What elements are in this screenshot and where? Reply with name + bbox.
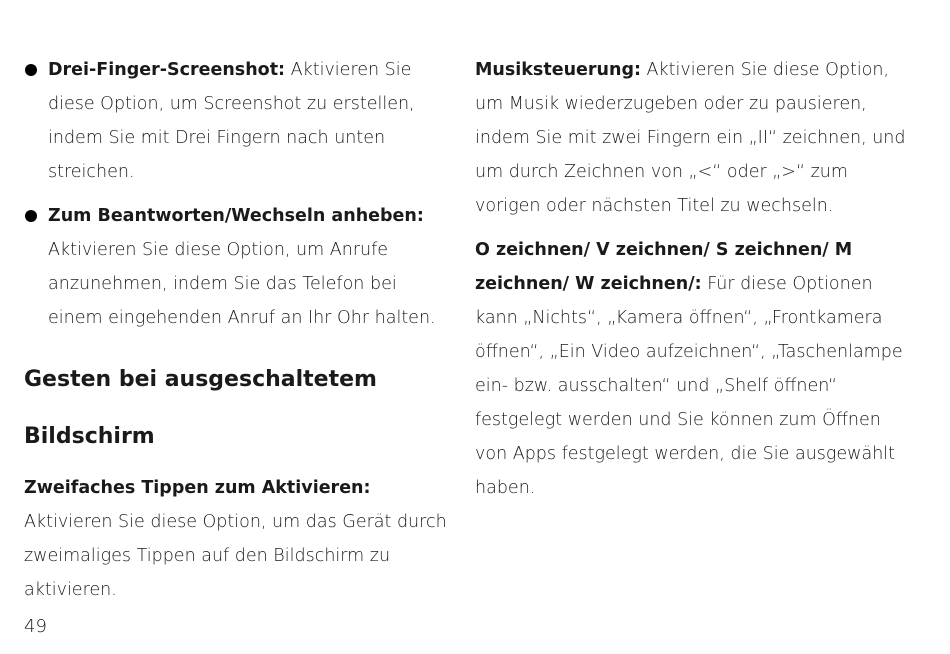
paragraph-label: Musiksteuerung: bbox=[475, 60, 641, 80]
paragraph-draw-gestures bbox=[475, 233, 915, 505]
right-column bbox=[475, 53, 915, 505]
paragraph-body: Für diese Optionen kann „Nichts“, „Kamera öffnen“, „Frontkamera öffnen“, „Ein Video aufzeichnen“, „Taschenlampe ein- bzw. ausschalten“ und „Shelf öffnen“ festgelegt werden und Sie können zum Öffnen von Apps festgelegt werden, die Sie ausgewählt haben. bbox=[475, 274, 903, 498]
bullet-label: Drei-Finger-Screenshot: bbox=[48, 60, 286, 80]
section-heading-line2: Bildschirm bbox=[24, 424, 155, 449]
paragraph-label: O zeichnen/ V zeichnen/ S zeichnen/ M zeichnen/ W zeichnen/: bbox=[475, 240, 853, 294]
bullet-dot-icon bbox=[25, 210, 37, 222]
bullet-body: Aktivieren Sie diese Option, um Screenshot zu erstellen, indem Sie mit Drei Fingern nach unten streichen. bbox=[48, 60, 415, 182]
section-heading-line1: Gesten bei ausgeschaltetem bbox=[24, 367, 377, 392]
bullet-dot-icon bbox=[25, 64, 37, 76]
paragraph-music-control bbox=[475, 53, 915, 223]
bullet-item-raise-to-answer bbox=[24, 199, 456, 335]
paragraph-body: Aktivieren Sie diese Option, um das Gerät durch zweimaliges Tippen auf den Bildschirm zu aktivieren. bbox=[24, 512, 447, 600]
paragraph-body: Aktivieren Sie diese Option, um Musik wiederzugeben oder zu pausieren, indem Sie mit zwei Fingern ein „II“ zeichnen, und um durch Zeichnen von „<“ oder „>“ zum vorigen oder nächsten Titel zu wechseln. bbox=[475, 60, 906, 216]
section-heading-block bbox=[24, 351, 456, 465]
paragraph-label: Zweifaches Tippen zum Aktivieren: bbox=[24, 478, 371, 498]
bullet-paragraph bbox=[48, 53, 456, 189]
bullet-label: Zum Beantworten/Wechseln anheben: bbox=[48, 206, 424, 226]
bullet-paragraph bbox=[48, 199, 456, 335]
paragraph-double-tap bbox=[24, 471, 456, 607]
left-column bbox=[24, 53, 456, 607]
bullet-item-three-finger-screenshot bbox=[24, 53, 456, 189]
page-number: 49 bbox=[24, 616, 47, 637]
bullet-body: Aktivieren Sie diese Option, um Anrufe anzunehmen, indem Sie das Telefon bei einem eingehenden Anruf an Ihr Ohr halten. bbox=[48, 240, 436, 328]
